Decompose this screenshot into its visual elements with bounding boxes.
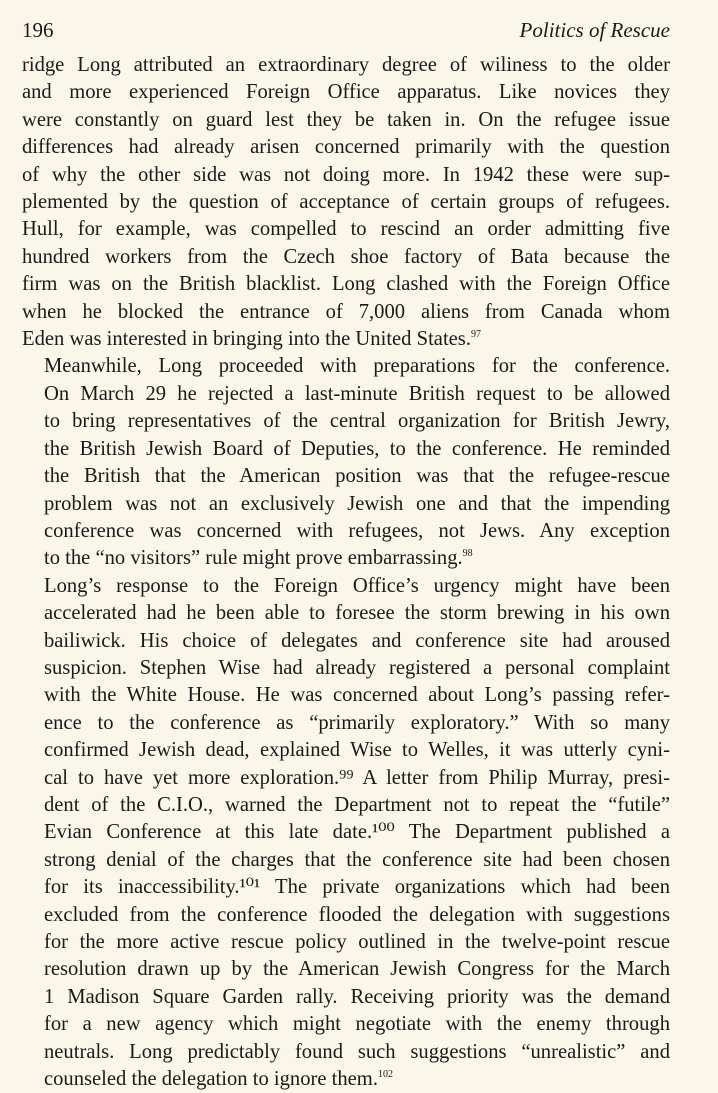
paragraph-2 xyxy=(22,353,670,572)
text-line: accelerated had he been able to foresee the storm brewing in his own xyxy=(44,602,670,625)
text-line: to bring representatives of the central organization for British Jewry, xyxy=(44,410,670,433)
text-line: conference was concerned with refugees, not Jews. Any exception xyxy=(44,519,670,542)
text-line: firm was on the British blacklist. Long clashed with the Foreign Office xyxy=(22,273,670,296)
text-line: strong denial of the charges that the conference site had been chosen xyxy=(44,848,670,871)
text-line: for its inaccessibility.¹⁰¹ The private organizations which had been xyxy=(44,876,670,899)
text-line: for a new agency which might negotiate with the enemy through xyxy=(44,1013,670,1036)
text-line: Long’s response to the Foreign Office’s urgency might have been xyxy=(44,574,670,597)
text-line: were constantly on guard lest they be taken in. On the refugee issue xyxy=(22,108,670,131)
text-line: cal to have yet more exploration.⁹⁹ A letter from Philip Murray, presi- xyxy=(44,766,670,789)
text-line: excluded from the conference flooded the delegation with suggestions xyxy=(44,903,670,926)
text-line: for the more active rescue policy outlined in the twelve-point rescue xyxy=(44,931,670,953)
text-line: problem was not an exclusively Jewish one and that the impending xyxy=(44,492,670,515)
paragraph-3 xyxy=(22,573,670,1093)
text-line: On March 29 he rejected a last-minute British request to be allowed xyxy=(44,382,670,405)
text-line: Hull, for example, was compelled to rescind an order admitting five xyxy=(22,218,670,241)
footnote-ref: 102 xyxy=(377,1069,393,1081)
text-line: resolution drawn up by the American Jewish Congress for the March xyxy=(44,958,670,981)
text-line: ridge Long attributed an extraordinary degree of wiliness to the older xyxy=(22,54,670,76)
text-line: with the White House. He was concerned about Long’s passing refer- xyxy=(44,684,670,707)
text-line: of why the other side was not doing more. In 1942 these were sup- xyxy=(22,163,670,186)
text-line: bailiwick. His choice of delegates and conference site had aroused xyxy=(44,629,670,652)
text-line: ence to the conference as “primarily exploratory.” With so many xyxy=(44,711,670,734)
running-head xyxy=(22,12,670,52)
text-line: hundred workers from the Czech shoe factory of Bata because the xyxy=(22,245,670,268)
text-line: counseled the delegation to ignore them.$^{102}$ xyxy=(44,1068,393,1091)
text-line: confirmed Jewish dead, explained Wise to Welles, it was utterly cyni- xyxy=(44,739,670,762)
footnote-ref: 97 xyxy=(470,329,481,341)
text-line: Meanwhile, Long proceeded with preparations for the conference. xyxy=(44,355,670,378)
text-line: Evian Conference at this late date.¹⁰⁰ The Department published a xyxy=(44,821,670,844)
body-text xyxy=(22,52,670,1093)
running-title: Politics of Rescue xyxy=(519,18,670,42)
text-line: suspicion. Stephen Wise had already registered a personal complaint xyxy=(44,656,670,679)
page-number: 196 xyxy=(22,18,54,42)
footnote-ref: 98 xyxy=(462,548,473,560)
text-line: dent of the C.I.O., warned the Department not to repeat the “futile” xyxy=(44,793,670,816)
text-line: neutrals. Long predictably found such suggestions “unrealistic” and xyxy=(44,1040,670,1063)
text-line: differences had already arisen concerned primarily with the question xyxy=(22,136,670,159)
text-line: 1 Madison Square Garden rally. Receiving priority was the demand xyxy=(44,985,670,1008)
text-line: plemented by the question of acceptance of certain groups of refugees. xyxy=(22,191,670,214)
text-line: Eden was interested in bringing into the United States.$^{97}$ xyxy=(22,328,481,351)
paragraph-1 xyxy=(22,52,670,353)
text-line: when he blocked the entrance of 7,000 aliens from Canada whom xyxy=(22,300,670,323)
text-line: the British Jewish Board of Deputies, to the conference. He reminded xyxy=(44,437,670,460)
text-line: to the “no visitors” rule might prove embarrassing.$^{98}$ xyxy=(44,547,473,570)
text-line: and more experienced Foreign Office apparatus. Like novices they xyxy=(22,81,670,104)
text-line: the British that the American position was that the refugee-rescue xyxy=(44,465,670,488)
